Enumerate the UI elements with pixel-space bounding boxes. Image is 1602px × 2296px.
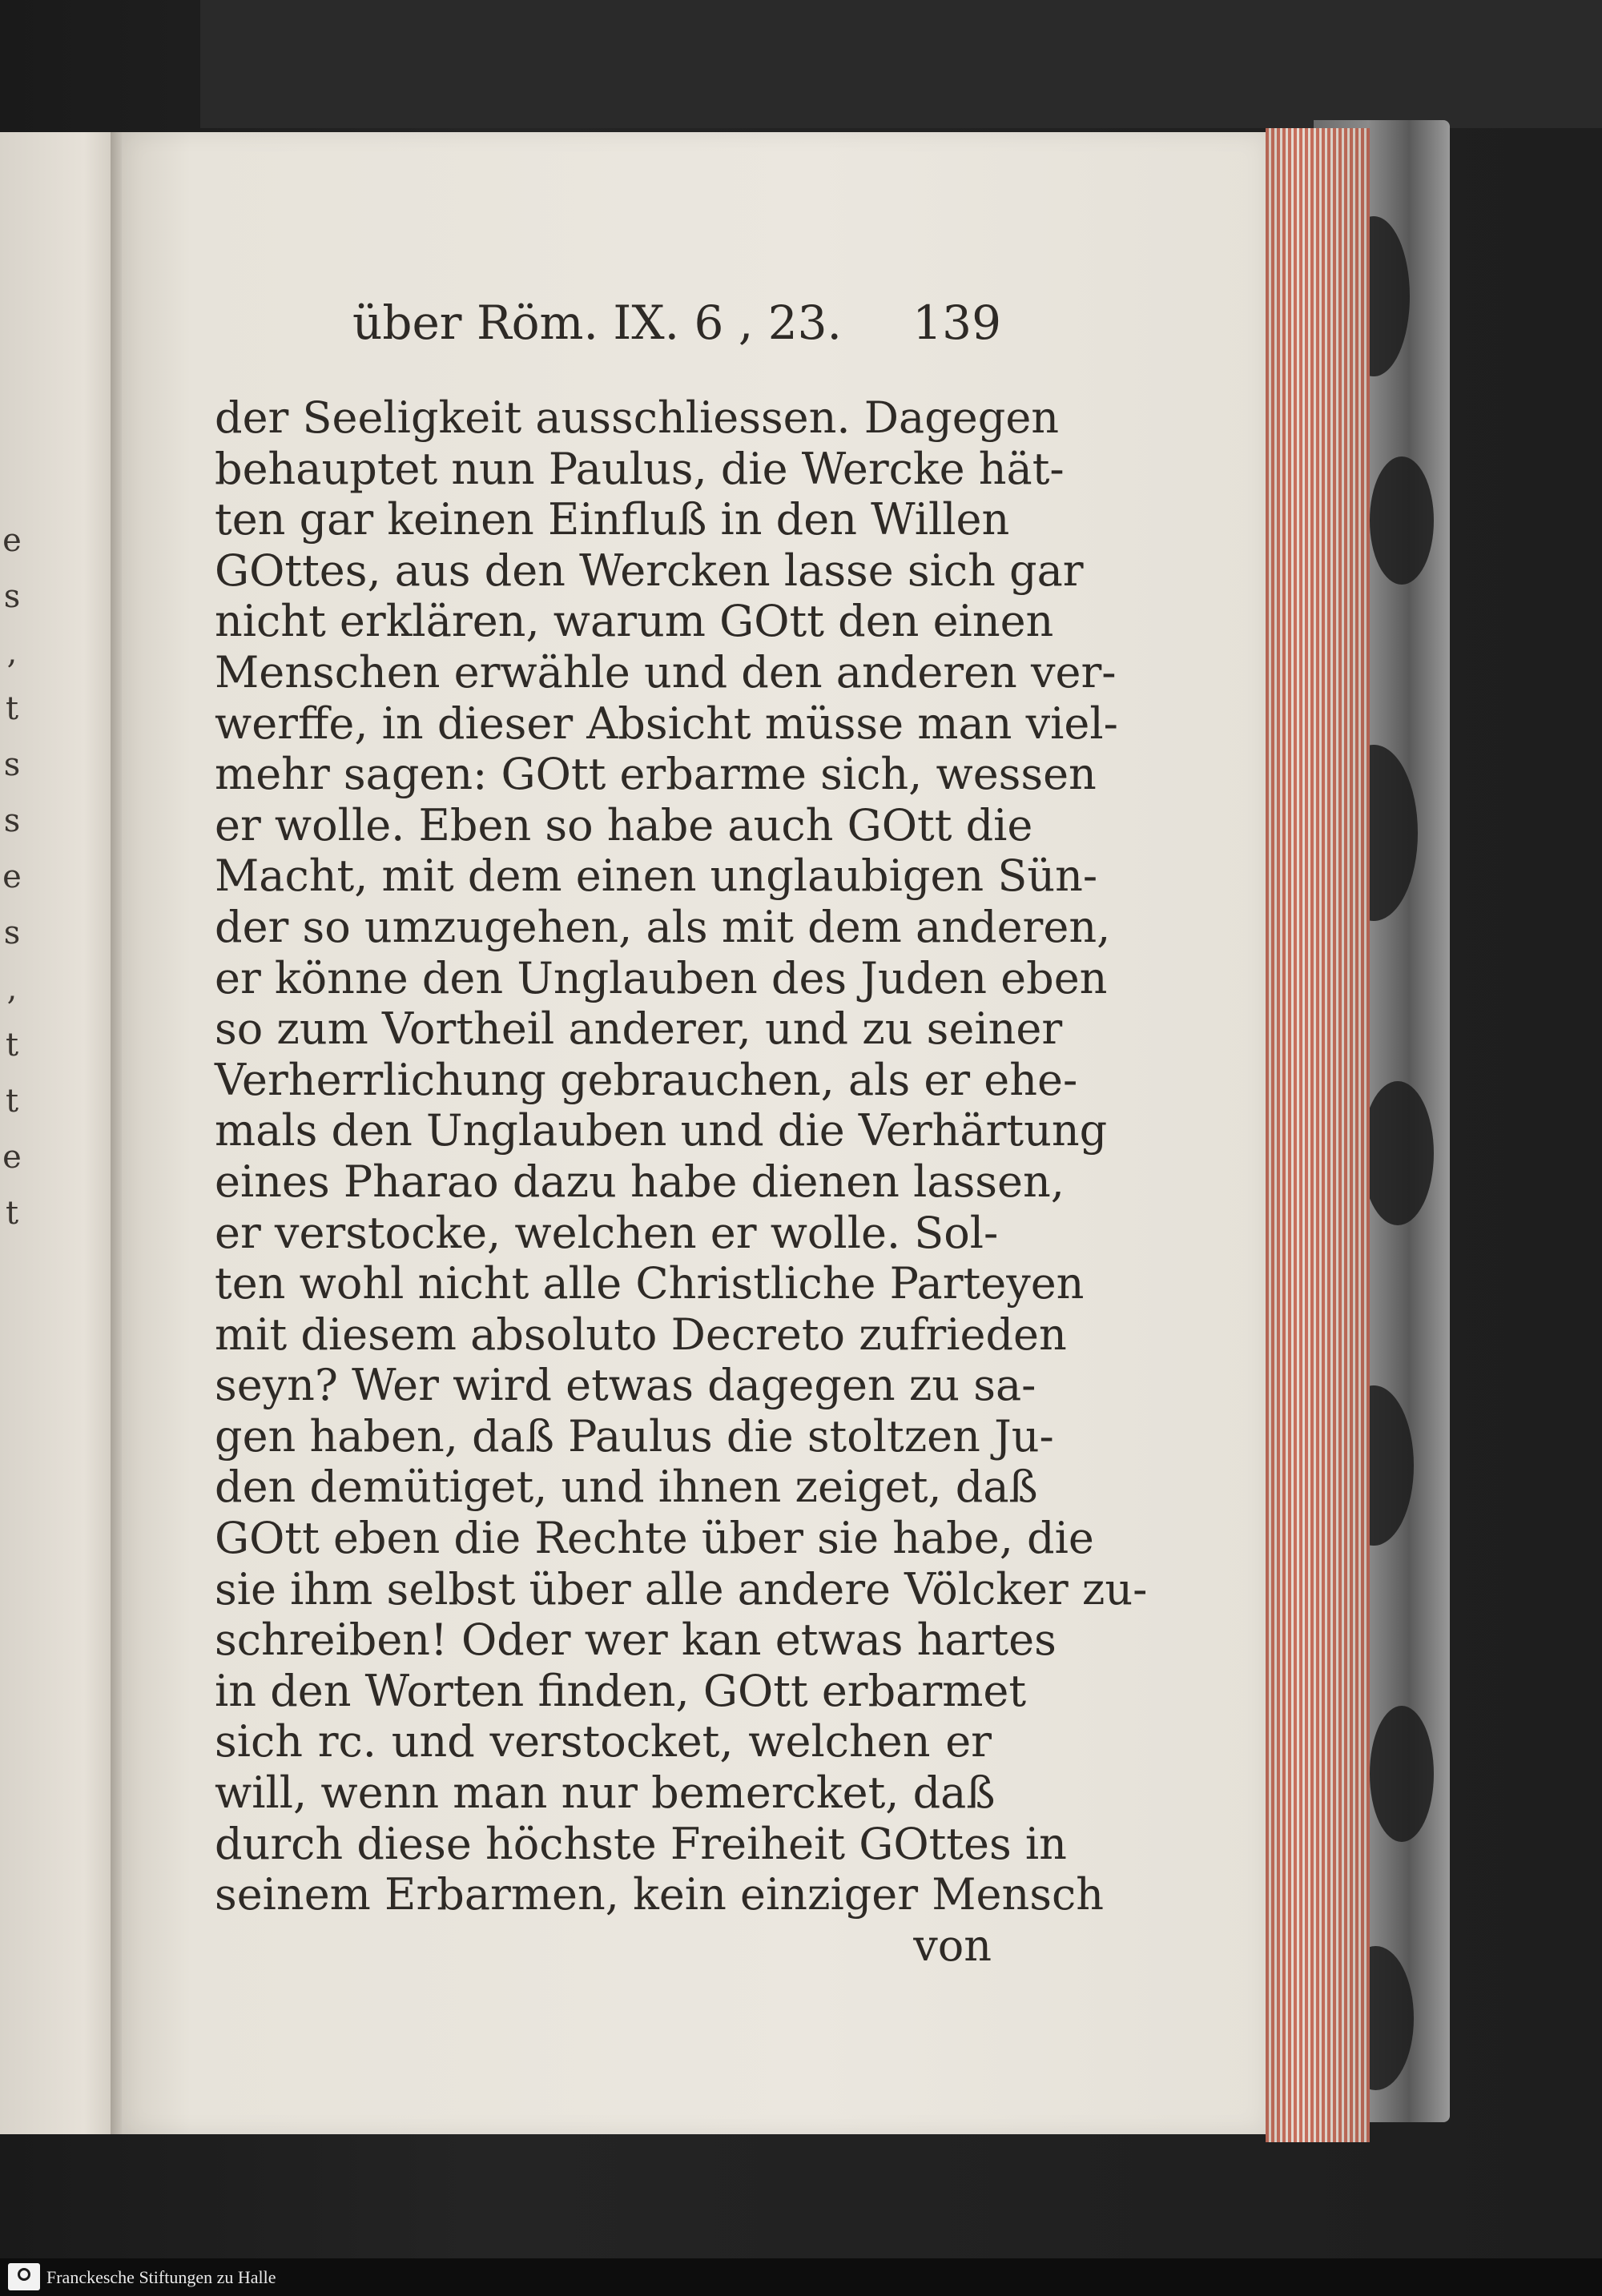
text-line: behauptet nun Paulus, die Wercke hät-	[215, 443, 1065, 494]
margin-mark: e	[2, 1139, 22, 1176]
margin-mark: s	[3, 746, 21, 783]
text-line: der Seeligkeit ausschliessen. Dagegen	[215, 392, 1060, 443]
text-line: durch diese höchste Freiheit GOttes in	[215, 1818, 1067, 1869]
text-line: Macht, mit dem einen unglaubigen Sün-	[215, 850, 1098, 902]
text-line: nicht erklären, warum GOtt den einen	[215, 596, 1054, 647]
text-line: eines Pharao dazu habe dienen lassen,	[215, 1156, 1065, 1207]
page-number: 139	[912, 296, 1001, 350]
text-line: seinem Erbarmen, kein einziger Mensch	[215, 1869, 1105, 1920]
running-head: über Röm. IX. 6 , 23.	[352, 296, 842, 350]
text-line: seyn? Wer wird etwas dagegen zu sa-	[215, 1360, 1036, 1411]
institution-logo-icon	[8, 2263, 40, 2290]
margin-mark: e	[2, 522, 22, 559]
text-line: Verherrlichung gebrauchen, als er ehe-	[215, 1054, 1078, 1105]
margin-mark: t	[5, 1027, 19, 1064]
text-line: GOtt eben die Rechte über sie habe, die	[215, 1513, 1094, 1564]
text-line: er wolle. Eben so habe auch GOtt die	[215, 799, 1033, 850]
text-line: Menschen erwähle und den anderen ver-	[215, 646, 1117, 698]
text-line: will, wenn man nur bemercket, daß	[215, 1767, 996, 1819]
text-line: den demütiget, und ihnen zeiget, daß	[215, 1462, 1038, 1513]
margin-mark: ,	[6, 971, 18, 1007]
left-page-margin-text	[0, 513, 24, 1241]
text-line: ten wohl nicht alle Christliche Parteyen	[215, 1258, 1085, 1309]
text-line: sie ihm selbst über alle andere Völcker zu-	[215, 1563, 1148, 1614]
text-line: ten gar keinen Einfluß in den Willen	[215, 494, 1010, 545]
text-line: er verstocke, welchen er wolle. Sol-	[215, 1207, 999, 1258]
margin-mark: ,	[6, 634, 18, 671]
text-line: mehr sagen: GOtt erbarme sich, wessen	[215, 749, 1097, 800]
footer-credit: Franckesche Stiftungen zu Halle	[46, 2267, 276, 2287]
margin-mark: t	[5, 690, 19, 727]
margin-mark: s	[3, 915, 21, 951]
text-line: mit diesem absoluto Decreto zufrieden	[215, 1309, 1067, 1360]
page-header	[216, 295, 1001, 351]
margin-mark: s	[3, 802, 21, 839]
text-line: GOttes, aus den Wercken lasse sich gar	[215, 545, 1084, 596]
margin-mark: s	[3, 578, 21, 615]
catchword: von	[913, 1920, 992, 1971]
body-text	[215, 392, 1148, 1971]
margin-mark: t	[5, 1195, 19, 1232]
text-line: mals den Unglauben und die Verhärtung	[215, 1105, 1108, 1156]
text-line: er könne den Unglauben des Juden eben	[215, 952, 1108, 1003]
text-line: werffe, in dieser Absicht müsse man viel-	[215, 698, 1118, 749]
text-line: sich rc. und verstocket, welchen er	[215, 1716, 992, 1767]
text-line: in den Worten finden, GOtt erbarmet	[215, 1665, 1027, 1716]
margin-mark: t	[5, 1083, 19, 1120]
text-line: schreiben! Oder wer kan etwas hartes	[215, 1614, 1057, 1666]
book-board	[200, 0, 1602, 128]
text-line: der so umzugehen, als mit dem anderen,	[215, 901, 1111, 952]
margin-mark: e	[2, 858, 22, 895]
text-line: so zum Vortheil anderer, und zu seiner	[215, 1003, 1063, 1055]
text-line: gen haben, daß Paulus die stoltzen Ju-	[215, 1410, 1054, 1462]
